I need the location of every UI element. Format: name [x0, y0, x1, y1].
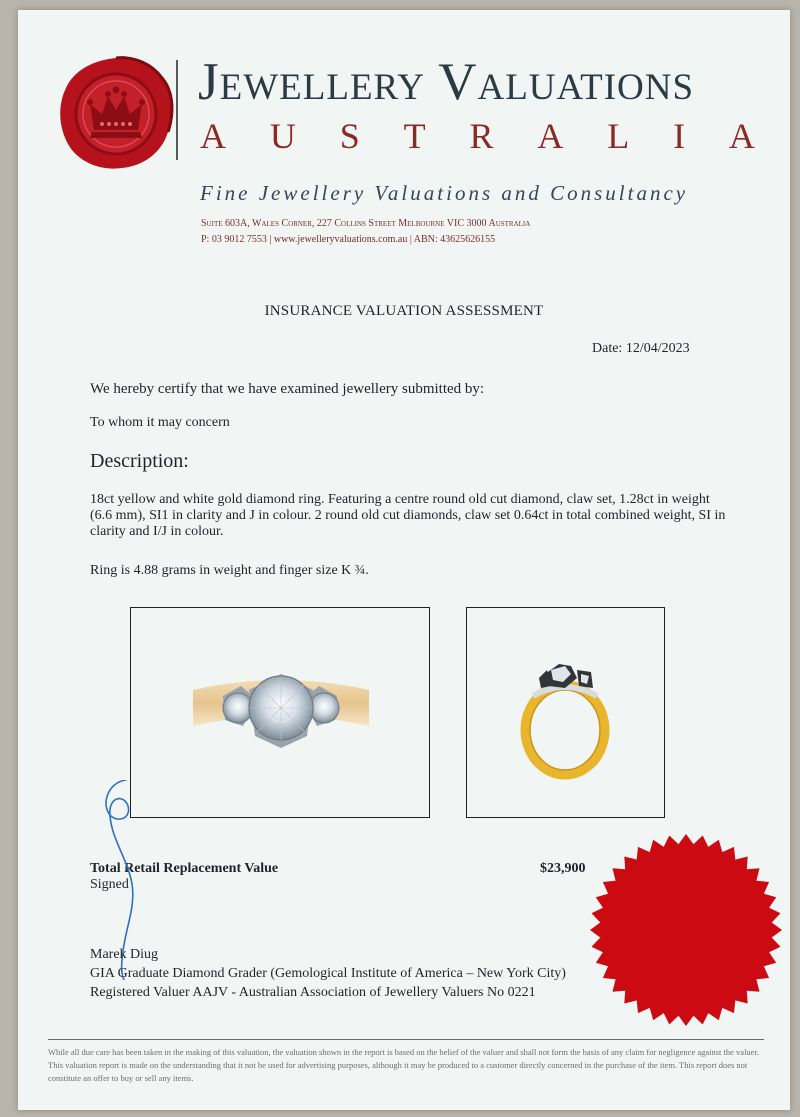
- tagline: Fine Jewellery Valuations and Consultancy: [200, 181, 689, 205]
- valuer-gia-credential: GIA Graduate Diamond Grader (Gemological Institute of America – New York City): [90, 966, 566, 981]
- ring-details: Ring is 4.88 grams in weight and finger size K ¾.: [90, 563, 369, 578]
- document-date: Date: 12/04/2023: [592, 341, 690, 356]
- certify-statement: We hereby certify that we have examined jewellery submitted by:: [90, 381, 485, 397]
- brand-country: [200, 118, 755, 154]
- letterhead-divider: [176, 60, 178, 160]
- description-heading: Description:: [90, 450, 189, 472]
- brand-country-letter: I: [673, 116, 686, 156]
- brand-country-letter: A: [728, 116, 755, 156]
- crown-wax-seal-icon: [56, 54, 176, 172]
- brand-country-letter: A: [200, 116, 226, 156]
- valuer-name: Marek Diug: [90, 947, 159, 962]
- brand-country-letter: T: [403, 116, 426, 156]
- recipient: To whom it may concern: [90, 415, 230, 430]
- valuer-registration: Registered Valuer AAJV - Australian Association of Jewellery Valuers No 0221: [90, 985, 536, 1000]
- footer-divider: [48, 1039, 764, 1040]
- document-title: INSURANCE VALUATION ASSESSMENT: [264, 303, 544, 319]
- brand-country-letter: U: [269, 116, 296, 156]
- brand-name: Jewellery Valuations: [198, 53, 695, 111]
- signed-label: Signed: [90, 877, 129, 892]
- document-page: [18, 10, 790, 1110]
- brand-country-letter: S: [339, 116, 360, 156]
- total-value-label: Total Retail Replacement Value: [90, 861, 279, 876]
- red-seal-sticker: [586, 830, 786, 1030]
- total-value-amount: $23,900: [540, 861, 586, 876]
- disclaimer: While all due care has been taken in the making of this valuation, the valuation shown in the report is based on the belief of the valuer and shall not form the basis of any claim for negligence against the valuer. This valuation report is made on the understanding that it not be used for advertising purposes, although it may be produced to a customer directly concerned in the purchase of the item. This report does not constitute an offer to buy or sell any items.: [48, 1047, 759, 1084]
- ring-side-image: [467, 608, 664, 817]
- description-text: 18ct yellow and white gold diamond ring. Featuring a centre round old cut diamond, claw set, 1.28ct in weight (6.6 mm), SI1 in clarity and J in colour. 2 round old cut diamonds, claw set 0.64ct in total combined weight, SI in clarity and I/J in colour.: [90, 492, 726, 540]
- brand-country-letter: A: [537, 116, 564, 156]
- brand-country-letter: L: [607, 116, 630, 156]
- business-address: Suite 603A, Wales Corner, 227 Collins Street Melbourne VIC 3000 Australia: [201, 218, 531, 229]
- ring-side-photo: [466, 607, 665, 818]
- brand-country-letter: R: [469, 116, 494, 156]
- contact-line: P: 03 9012 7553 | www.jewelleryvaluations.com.au | ABN: 43625626155: [201, 234, 496, 245]
